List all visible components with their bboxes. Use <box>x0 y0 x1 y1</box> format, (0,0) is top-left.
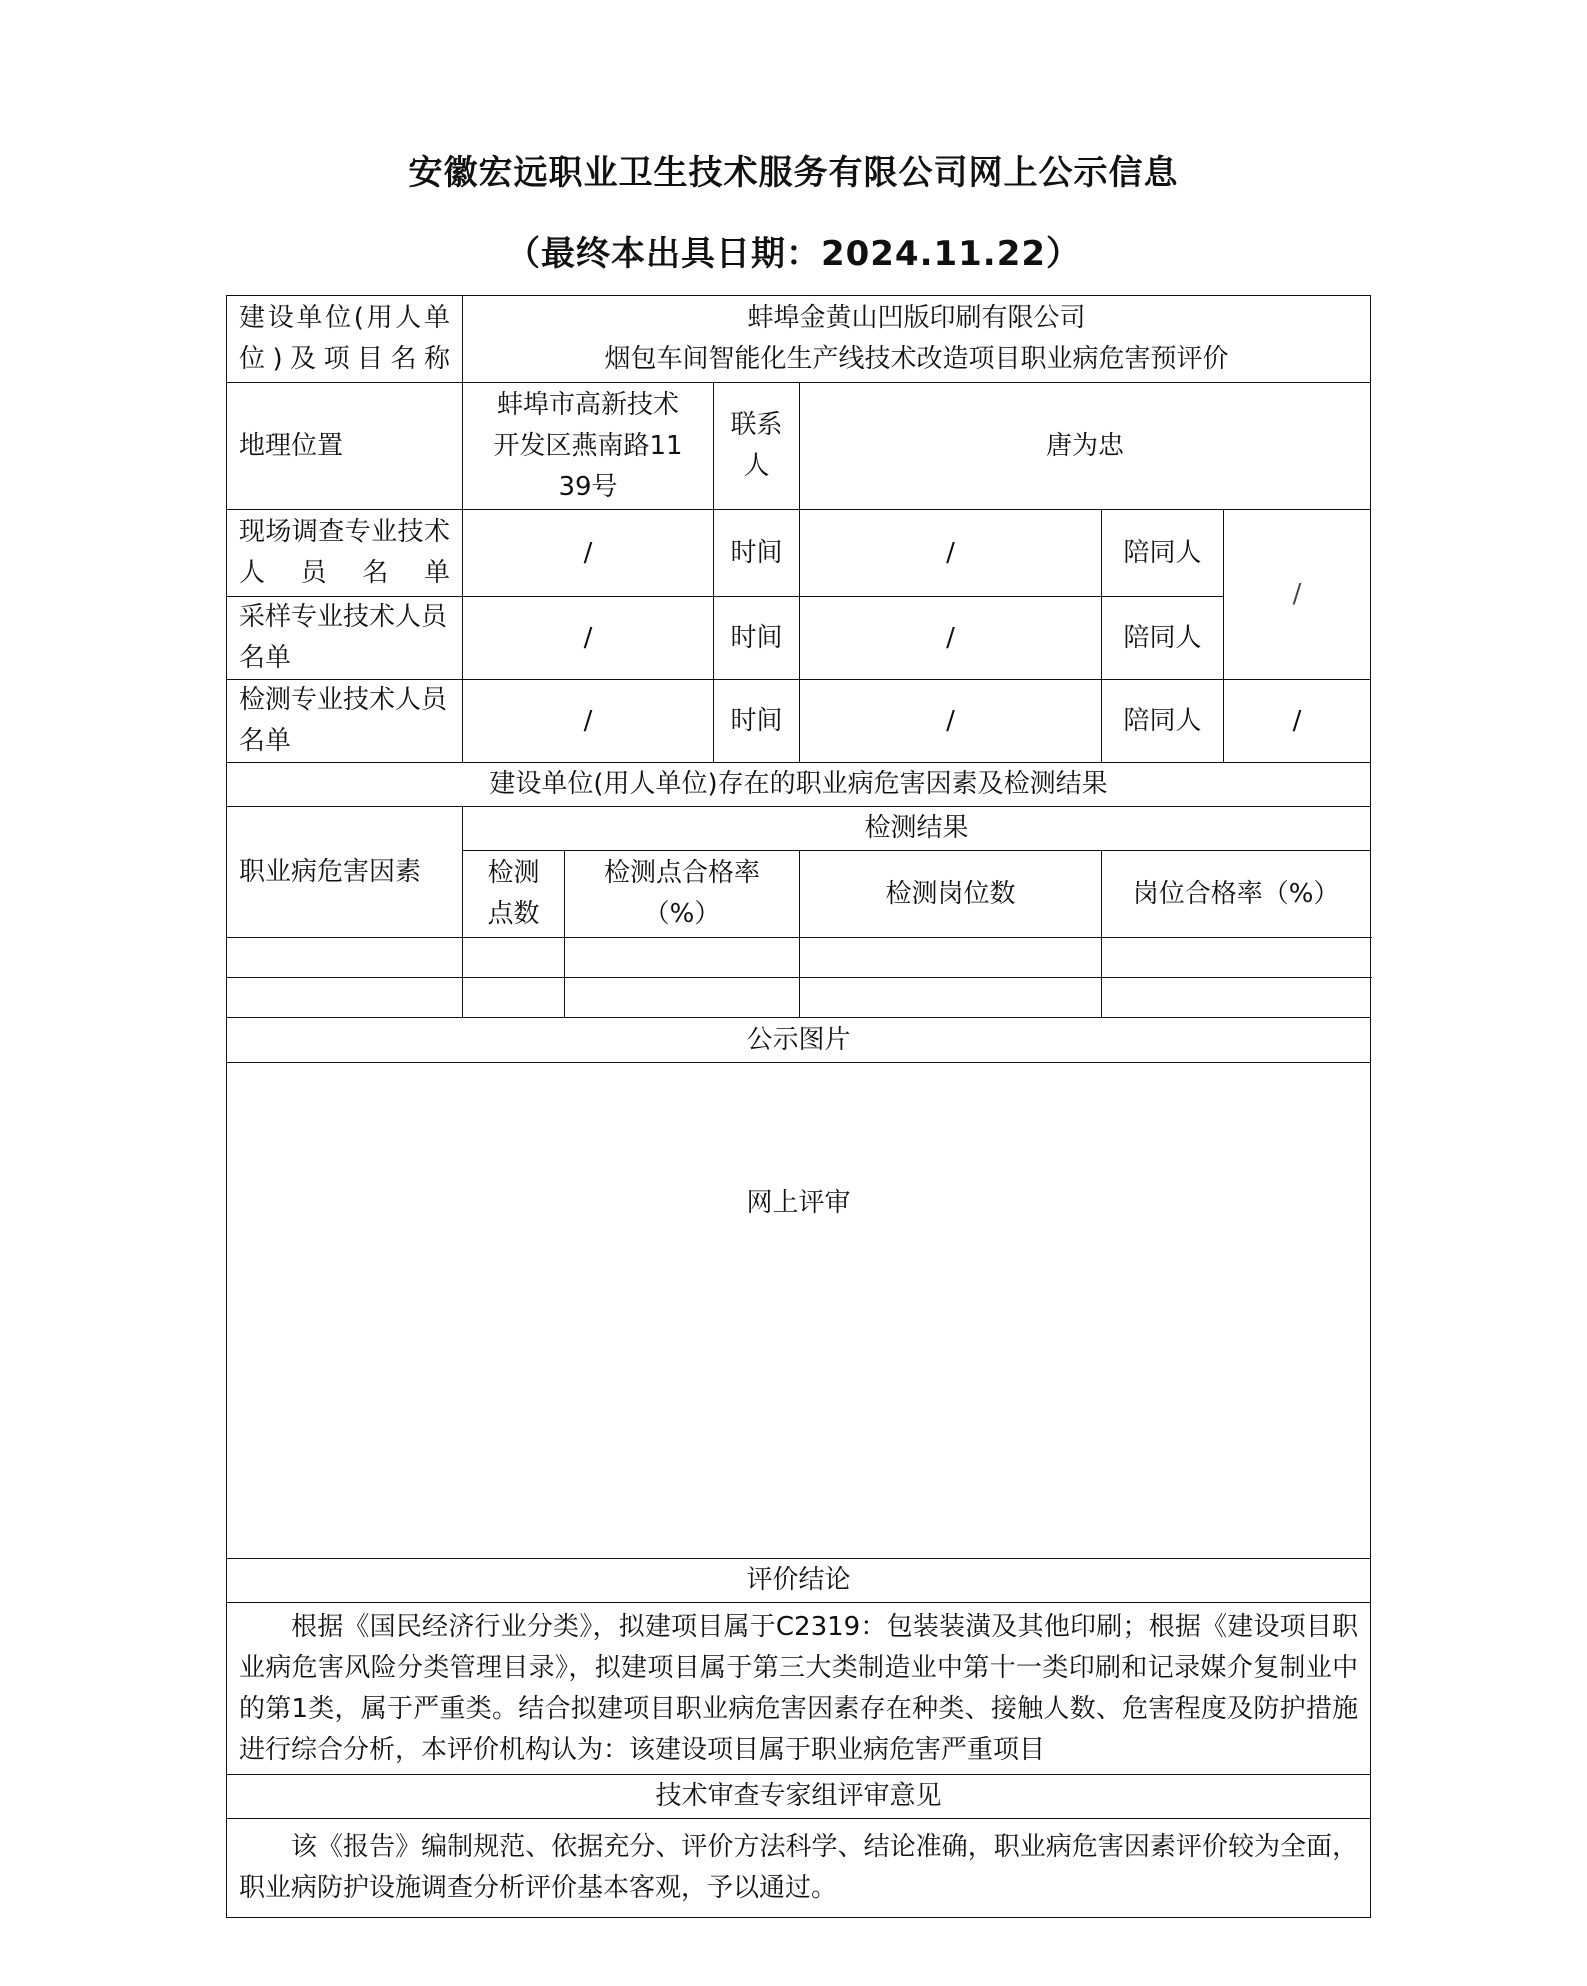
conclusion-row <box>227 1603 1371 1775</box>
page-title: 安徽宏远职业卫生技术服务有限公司网上公示信息 <box>408 153 1179 193</box>
testing-time: / <box>800 680 1102 763</box>
conclusion-section-title: 评价结论 <box>227 1559 1371 1603</box>
review-section-title: 技术审查专家组评审意见 <box>227 1775 1371 1819</box>
survey-staff-label: 现场调查专业技术人员名单 <box>227 510 463 597</box>
empty-cell <box>1102 938 1371 978</box>
hazard-data-row <box>227 978 1371 1018</box>
sampling-staff-names: / <box>463 597 714 680</box>
testing-staff-names: / <box>463 680 714 763</box>
empty-cell <box>565 978 800 1018</box>
hazards-header-row <box>227 807 1371 851</box>
contact-value: 唐为忠 <box>800 383 1371 510</box>
contact-label: 联系人 <box>714 383 800 510</box>
posts-column: 检测岗位数 <box>800 851 1102 938</box>
post-rate-column: 岗位合格率（%） <box>1102 851 1371 938</box>
empty-cell <box>227 938 463 978</box>
company-name: 蚌埠金黄山凹版印刷有限公司 <box>747 303 1086 333</box>
hazard-factor-label: 职业病危害因素 <box>227 807 463 938</box>
location-value: 蚌埠市高新技术开发区燕南路1139号 <box>463 383 714 510</box>
accompany-label: 陪同人 <box>1102 510 1224 597</box>
review-section-header <box>227 1775 1371 1819</box>
hazards-section-title: 建设单位(用人单位)存在的职业病危害因素及检测结果 <box>227 763 1371 807</box>
review-row <box>227 1819 1371 1918</box>
empty-cell <box>463 938 565 978</box>
testing-accompany-value: / <box>1224 680 1371 763</box>
empty-cell <box>463 978 565 1018</box>
empty-cell <box>565 938 800 978</box>
issue-date-subtitle: （最终本出具日期：2024.11.22） <box>505 234 1082 274</box>
sampling-staff-label: 采样专业技术人员名单 <box>227 597 463 680</box>
time-label: 时间 <box>714 680 800 763</box>
survey-staff-names: / <box>463 510 714 597</box>
point-rate-column: 检测点合格率（%） <box>565 851 800 938</box>
empty-cell <box>800 938 1102 978</box>
staff-row <box>227 510 1371 597</box>
project-value <box>463 296 1371 383</box>
conclusion-section-header <box>227 1559 1371 1603</box>
staff-row <box>227 680 1371 763</box>
pictures-section-title: 公示图片 <box>227 1018 1371 1063</box>
empty-cell <box>1102 978 1371 1018</box>
results-label: 检测结果 <box>463 807 1371 851</box>
disclosure-table <box>226 295 1371 1918</box>
location-label: 地理位置 <box>227 383 463 510</box>
hazard-data-row <box>227 938 1371 978</box>
accompany-label: 陪同人 <box>1102 597 1224 680</box>
staff-row <box>227 597 1371 680</box>
pictures-section-header <box>227 1018 1371 1063</box>
accompany-label: 陪同人 <box>1102 680 1224 763</box>
empty-cell <box>227 978 463 1018</box>
project-row <box>227 296 1371 383</box>
testing-staff-label: 检测专业技术人员名单 <box>227 680 463 763</box>
accompany-merged-value: / <box>1224 510 1371 680</box>
hazards-section-header <box>227 763 1371 807</box>
conclusion-text: 根据《国民经济行业分类》，拟建项目属于C2319：包装装潢及其他印刷；根据《建设项目职业病危害风险分类管理目录》，拟建项目属于第三大类制造业中第十一类印刷和记录媒介复制业中的第1类，属于严重类。结合拟建项目职业病危害因素存在种类、接触人数、危害程度及防护措施进行综合分析，本评价机构认为：该建设项目属于职业病危害严重项目 <box>227 1603 1371 1775</box>
pictures-content: 网上评审 <box>227 1063 1371 1559</box>
empty-cell <box>800 978 1102 1018</box>
survey-time: / <box>800 510 1102 597</box>
location-row <box>227 383 1371 510</box>
pictures-row <box>227 1063 1371 1559</box>
project-name: 烟包车间智能化生产线技术改造项目职业病危害预评价 <box>604 344 1229 374</box>
time-label: 时间 <box>714 510 800 597</box>
project-label: 建设单位(用人单位)及项目名称 <box>227 296 463 383</box>
sampling-time: / <box>800 597 1102 680</box>
points-column: 检测点数 <box>463 851 565 938</box>
time-label: 时间 <box>714 597 800 680</box>
review-text: 该《报告》编制规范、依据充分、评价方法科学、结论准确，职业病危害因素评价较为全面，职业病防护设施调查分析评价基本客观，予以通过。 <box>227 1819 1371 1918</box>
